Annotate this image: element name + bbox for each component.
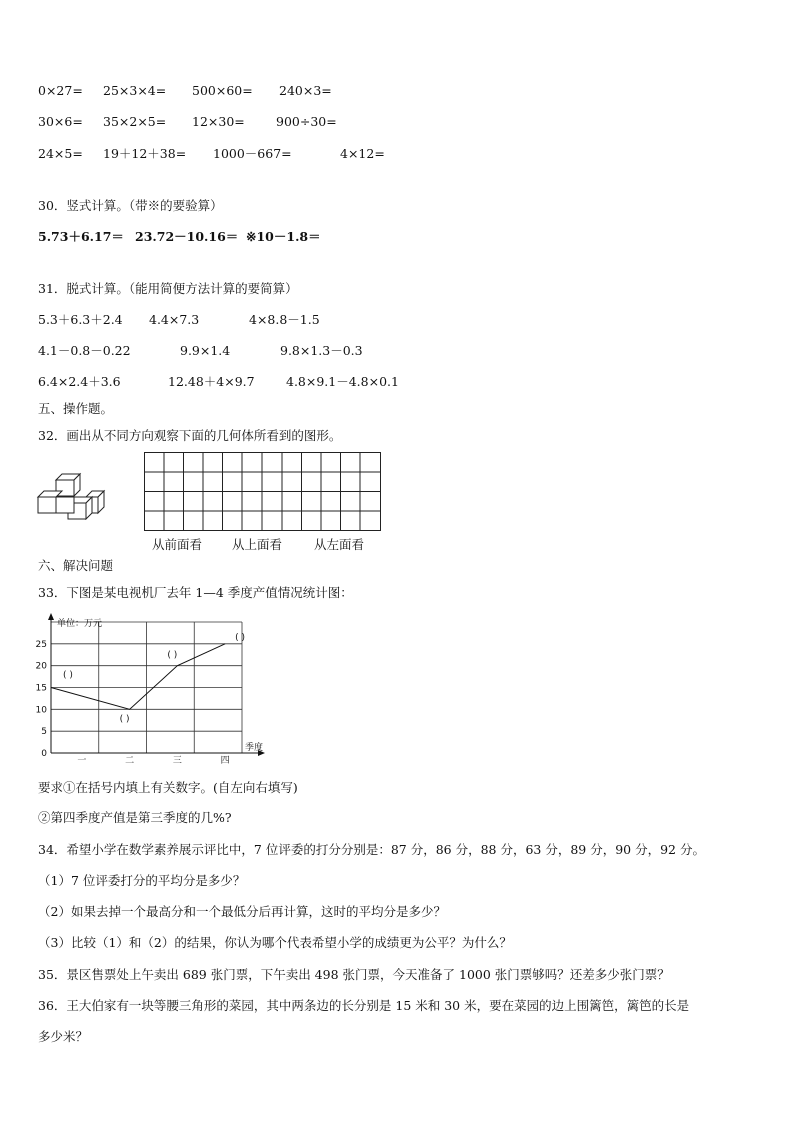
x-tick-label: 四 (220, 756, 230, 766)
cube-figure (36, 470, 108, 520)
line-chart (26, 612, 276, 772)
q31-r3-c1: 6.4×2.4＋3.6 (38, 374, 121, 389)
x-tick-label: 三 (172, 756, 182, 766)
y-tick-label: 20 (35, 661, 47, 672)
q31-r2-c3: 9.8×1.3－0.3 (280, 343, 363, 358)
oral-r3-c4: 4×12= (340, 146, 385, 161)
y-axis-arrow (48, 613, 54, 620)
oral-r2-c3: 12×30= (192, 114, 245, 129)
q31-title: 31．脱式计算。（能用简便方法计算的要简算） (38, 281, 298, 296)
oral-r2-c4: 900÷30= (276, 114, 337, 129)
q34-sub-3: （3）比较（1）和（2）的结果，你认为哪个代表希望小学的成绩更为公平？为什么？ (38, 935, 512, 950)
value-blank: ( ) (119, 714, 130, 725)
value-blank: ( ) (63, 670, 73, 681)
q31-r2-c2: 9.9×1.4 (180, 343, 231, 358)
section5-title: 五、操作题。 (38, 401, 114, 416)
y-tick-label: 15 (35, 683, 47, 694)
q31-r3-c3: 4.8×9.1－4.8×0.1 (286, 374, 399, 389)
oral-r1-c1: 0×27= (38, 83, 83, 98)
y-tick-label: 0 (41, 749, 47, 759)
q31-r1-c3: 4×8.8－1.5 (249, 312, 320, 327)
q35-text: 35．景区售票处上午卖出 689 张门票，下午卖出 498 张门票，今天准备了 1000 张门票够吗？还差多少张门票？ (38, 967, 670, 982)
q30-item-3: ※10－1.8＝ (246, 229, 321, 244)
oral-r3-c2: 19＋12＋38= (103, 146, 187, 161)
view-top-label: 从上面看 (232, 537, 283, 552)
q34-sub-1: （1）7 位评委打分的平均分是多少？ (38, 873, 246, 888)
q34-title: 34．希望小学在数学素养展示评比中，7 位评委的打分分别是：87 分，86 分，88 分，63 分，89 分，90 分，92 分。 (38, 842, 705, 857)
q30-item-2: 23.72－10.16＝ (135, 229, 239, 244)
q33-requirement-2: ②第四季度产值是第三季度的几%? (38, 810, 232, 825)
x-axis-label: 季度 (245, 743, 264, 753)
q36-line-2: 多少米？ (38, 1029, 89, 1044)
x-tick-label: 一 (77, 756, 87, 766)
q31-r1-c1: 5.3＋6.3＋2.4 (38, 312, 123, 327)
q34-sub-2: （2）如果去掉一个最高分和一个最低分后再计算，这时的平均分是多少？ (38, 904, 446, 919)
y-tick-label: 25 (35, 639, 47, 650)
series-line (51, 644, 225, 710)
q33-title: 33．下图是某电视机厂去年 1—4 季度产值情况统计图： (38, 585, 353, 600)
oral-r2-c2: 35×2×5= (103, 114, 167, 129)
view-front-label: 从前面看 (152, 537, 203, 552)
oral-r3-c1: 24×5= (38, 146, 83, 161)
view-left-label: 从左面看 (314, 537, 365, 552)
oral-r1-c3: 500×60= (192, 83, 253, 98)
x-tick-label: 二 (125, 756, 135, 766)
y-tick-label: 5 (41, 727, 47, 738)
value-blank: ( ) (167, 650, 178, 661)
q36-line-1: 36．王大伯家有一块等腰三角形的菜园，其中两条边的长分别是 15 米和 30 米，要在菜园的边上围篱笆，篱笆的长是 (38, 998, 690, 1013)
oral-r2-c1: 30×6= (38, 114, 83, 129)
q30-item-1: 5.73＋6.17＝ (38, 229, 124, 244)
drawing-grid[interactable] (144, 452, 382, 532)
y-axis-label: 单位：万元 (57, 619, 103, 629)
value-blank: ( ) (235, 632, 246, 643)
oral-r1-c4: 240×3= (279, 83, 332, 98)
q31-r1-c2: 4.4×7.3 (149, 312, 200, 327)
oral-r3-c3: 1000－667= (213, 146, 292, 161)
q31-r3-c2: 12.48＋4×9.7 (168, 374, 255, 389)
y-tick-label: 10 (35, 705, 47, 716)
oral-r1-c2: 25×3×4= (103, 83, 167, 98)
section6-title: 六、解决问题 (38, 558, 114, 573)
q30-title: 30．竖式计算。（带※的要验算） (38, 198, 223, 213)
q33-requirement-1: 要求①在括号内填上有关数字。(自左向右填写) (38, 780, 298, 795)
q32-title: 32．画出从不同方向观察下面的几何体所看到的图形。 (38, 428, 342, 443)
q31-r2-c1: 4.1－0.8－0.22 (38, 343, 131, 358)
